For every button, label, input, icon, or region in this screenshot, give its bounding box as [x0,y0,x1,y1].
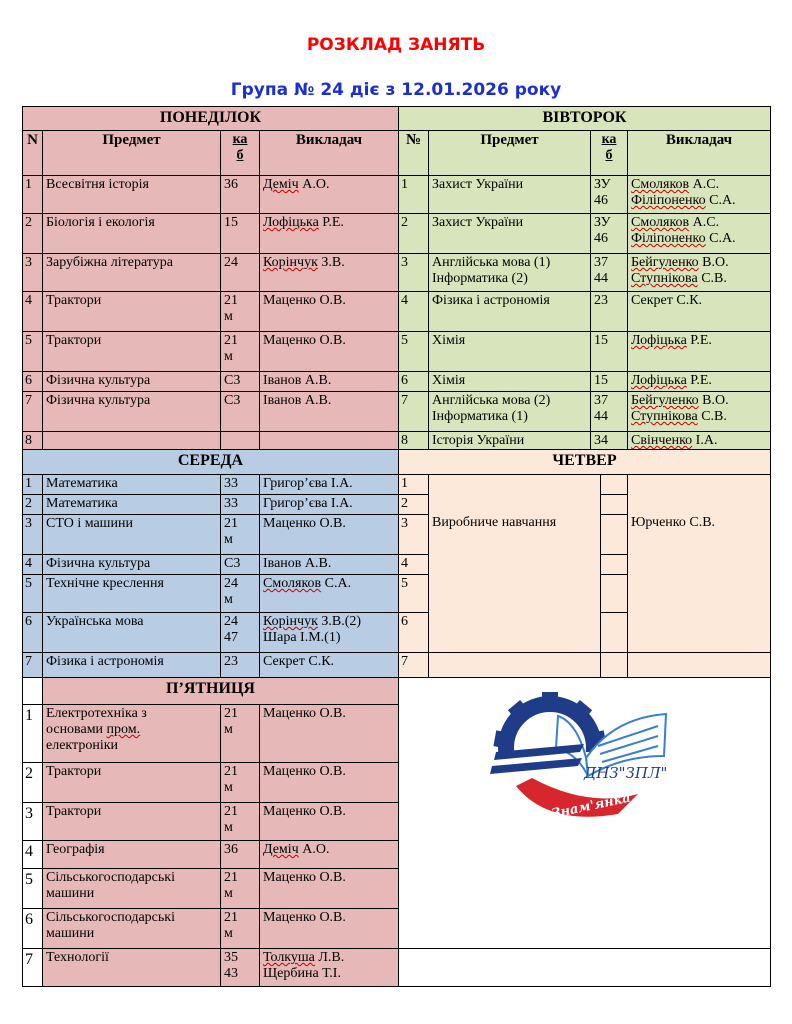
room-cell [600,554,628,575]
row-number: 1 [22,474,43,495]
row-number: 4 [22,840,43,869]
row-number: 5 [398,331,429,372]
col-header-room: ка б [590,130,628,176]
teacher-cell: Деміч А.О. [259,175,399,214]
subject-cell: Фізична культура [42,554,221,575]
subject-cell: Захист України [428,213,591,254]
row-number: 7 [22,391,43,432]
teacher-cell: Толкуша Л.В. Щербина Т.І. [259,948,399,987]
room-cell: 21 м [220,908,260,949]
schedule-title: РОЗКЛАД ЗАНЯТЬ [306,35,486,55]
day-header: ПОНЕДІЛОК [22,106,399,131]
room-cell [600,494,628,515]
room-cell: 21 м [220,291,260,332]
subject-cell: Трактори [42,291,221,332]
subject-cell: Хімія [428,331,591,372]
row-number: 5 [22,331,43,372]
room-cell: 24 м [220,574,260,613]
row-number: 2 [22,494,43,515]
teacher-cell: Лофіцька Р.Е. [627,371,771,392]
subject-cell [42,431,221,450]
row-number: 7 [398,391,429,432]
col-header-room: ка б [220,130,260,176]
teacher-cell: Іванов А.В. [259,391,399,432]
row-number: 5 [22,574,43,613]
room-cell: 21 м [220,704,260,763]
teacher-cell: Григор’єва І.А. [259,474,399,495]
row-number: 3 [22,802,43,841]
room-cell: 15 [590,371,628,392]
teacher-cell: Деміч А.О. [259,840,399,869]
subject-cell: Математика [42,474,221,495]
row-number: 6 [22,612,43,653]
col-header-num: № [398,130,429,176]
subject-cell: Фізична культура [42,371,221,392]
row-number: 1 [398,474,429,495]
subject-cell: Захист України [428,175,591,214]
teacher-cell: Маценко О.В. [259,908,399,949]
teacher-cell: Маценко О.В. [259,704,399,763]
col-header-subject: Предмет [42,130,221,176]
subject-cell: Фізика і астрономія [428,291,591,332]
teacher-cell [627,652,771,678]
room-cell [600,514,628,555]
row-number: 7 [22,652,43,678]
subject-cell: Трактори [42,762,221,803]
row-number: 4 [22,291,43,332]
subject-cell: Електротехніка з основами пром. електроніки [42,704,221,763]
room-cell: 21 м [220,514,260,555]
subject-cell: Технології [42,948,221,987]
room-cell: 15 [220,213,260,254]
subject-cell: Історія України [428,431,591,450]
row-number: 1 [22,704,43,763]
teacher-cell: Лофіцька Р.Е. [627,331,771,372]
room-cell [600,652,628,678]
row-number: 4 [398,291,429,332]
subject-cell: Українська мова [42,612,221,653]
subject-cell: Фізична культура [42,391,221,432]
teacher-cell: Бейгуленко В.О. Ступнікова С.В. [627,253,771,292]
row-number: 2 [398,494,429,515]
room-cell: 23 [590,291,628,332]
row-number [22,677,43,705]
row-number: 6 [22,908,43,949]
teacher-cell: Смоляков А.С. Філіпоненко С.А. [627,175,771,214]
row-number: 7 [398,652,429,678]
room-cell: 21 м [220,802,260,841]
row-number: 6 [22,371,43,392]
room-cell [600,474,628,495]
room-cell: 21 м [220,762,260,803]
row-number: 6 [398,612,429,653]
room-cell: 24 [220,253,260,292]
teacher-cell: Маценко О.В. [259,291,399,332]
room-cell [600,574,628,613]
teacher-cell: Смоляков С.А. [259,574,399,613]
teacher-cell: Бейгуленко В.О. Ступнікова С.В. [627,391,771,432]
logo-arc-text: Знам'янка [550,790,633,822]
college-logo [488,686,688,836]
subject-cell: Хімія [428,371,591,392]
group-subtitle: Група № 24 діє з 12.01.2026 року [230,80,562,100]
teacher-cell: Секрет С.К. [259,652,399,678]
room-cell: 24 47 [220,612,260,653]
day-header: ЧЕТВЕР [398,449,771,475]
room-cell: 33 [220,474,260,495]
room-cell: 33 [220,494,260,515]
row-number: 3 [22,253,43,292]
row-number: 7 [22,948,43,987]
teacher-cell: Маценко О.В. [259,514,399,555]
row-number: 1 [22,175,43,214]
row-number: 4 [398,554,429,575]
room-cell [220,431,260,450]
teacher-cell: Маценко О.В. [259,762,399,803]
row-number: 5 [22,868,43,909]
row-number: 8 [22,431,43,450]
room-cell: 36 [220,175,260,214]
col-header-teacher: Викладач [259,130,399,176]
subject-cell: Трактори [42,802,221,841]
subject-cell: СТО і машини [42,514,221,555]
room-cell: 35 43 [220,948,260,987]
subject-cell: Виробниче навчання [428,474,601,653]
teacher-cell: Григор’єва І.А. [259,494,399,515]
row-number: 6 [398,371,429,392]
day-header: П’ЯТНИЦЯ [22,677,399,705]
row-number: 3 [22,514,43,555]
day-header: СЕРЕДА [22,449,399,475]
subject-cell: Зарубіжна література [42,253,221,292]
row-number: 1 [398,175,429,214]
room-cell: 23 [220,652,260,678]
room-cell: 21 м [220,331,260,372]
subject-cell: Географія [42,840,221,869]
subject-cell: Технічне креслення [42,574,221,613]
subject-cell [428,652,601,678]
col-header-subject: Предмет [428,130,591,176]
room-cell: 36 [220,840,260,869]
subject-cell: Сільськогосподарські машини [42,908,221,949]
teacher-cell: Маценко О.В. [259,802,399,841]
row-number: 3 [398,514,429,555]
subject-cell: Математика [42,494,221,515]
room-cell: С3 [220,371,260,392]
teacher-cell: Юрченко С.В. [627,474,771,653]
teacher-cell [259,431,399,450]
subject-cell: Трактори [42,331,221,372]
row-number: 2 [22,213,43,254]
row-number: 5 [398,574,429,613]
room-cell: 37 44 [590,253,628,292]
teacher-cell: Секрет С.К. [627,291,771,332]
row-number: 2 [398,213,429,254]
teacher-cell: Іванов А.В. [259,554,399,575]
row-number: 8 [398,431,429,450]
teacher-cell: Іванов А.В. [259,371,399,392]
teacher-cell: Корінчук З.В. [259,253,399,292]
room-cell: ЗУ 46 [590,213,628,254]
row-number: 4 [22,554,43,575]
subject-cell: Біологія і екологія [42,213,221,254]
room-cell: 37 44 [590,391,628,432]
col-header-teacher: Викладач [627,130,771,176]
room-cell: 34 [590,431,628,450]
room-cell: 15 [590,331,628,372]
teacher-cell: Корінчук З.В.(2) Шара І.М.(1) [259,612,399,653]
subject-cell: Англійська мова (1) Інформатика (2) [428,253,591,292]
day-header: ВІВТОРОК [398,106,771,131]
room-cell: ЗУ 46 [590,175,628,214]
teacher-cell: Маценко О.В. [259,868,399,909]
teacher-cell: Маценко О.В. [259,331,399,372]
room-cell [600,612,628,653]
logo-label: ДНЗ"ЗПЛ" [584,764,668,782]
subject-cell: Англійська мова (2) Інформатика (1) [428,391,591,432]
room-cell: С3 [220,554,260,575]
row-number: 2 [22,762,43,803]
subject-cell: Всесвітня історія [42,175,221,214]
row-number: 3 [398,253,429,292]
room-cell: С3 [220,391,260,432]
empty-cell [398,948,771,987]
teacher-cell: Свінченко І.А. [627,431,771,450]
subject-cell: Фізика і астрономія [42,652,221,678]
room-cell: 21 м [220,868,260,909]
teacher-cell: Лофіцька Р.Е. [259,213,399,254]
subject-cell: Сільськогосподарські машини [42,868,221,909]
teacher-cell: Смоляков А.С. Філіпоненко С.А. [627,213,771,254]
col-header-num: N [22,130,43,176]
